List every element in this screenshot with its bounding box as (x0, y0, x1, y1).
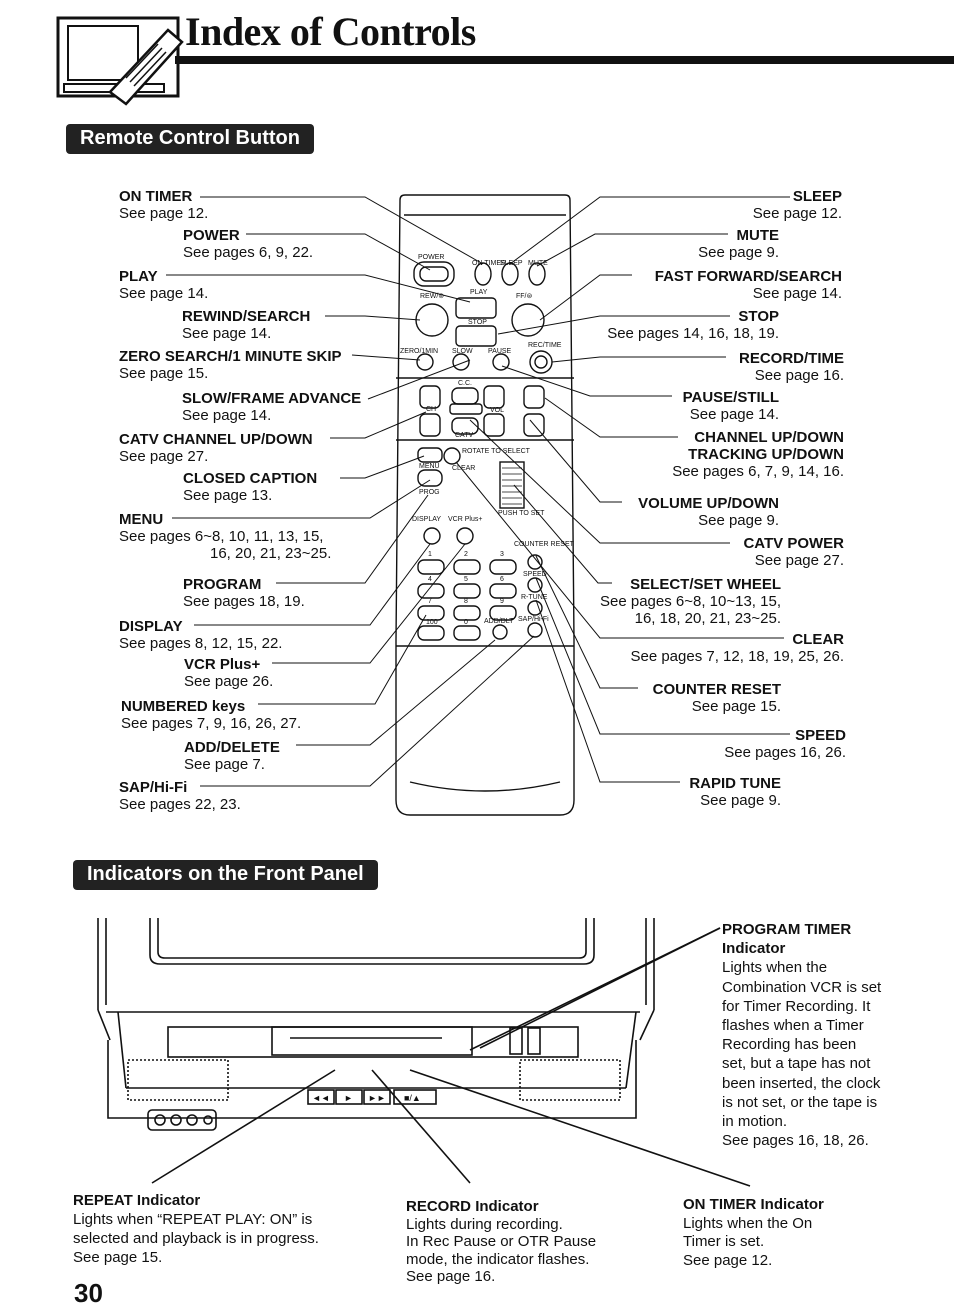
label-numbered-keys: NUMBERED keys See pages 7, 9, 16, 26, 27. (121, 698, 302, 732)
remote-label-menu: MENU (419, 463, 440, 470)
panel-btn-rew: ◄◄ (312, 1093, 330, 1103)
remote-label-speed: SPEED (523, 571, 547, 578)
section-header-front: Indicators on the Front Panel (73, 860, 378, 890)
remote-label-play: PLAY (470, 289, 488, 296)
label-catv-channel: CATV CHANNEL UP/DOWN See page 27. (119, 431, 313, 465)
panel-btn-play: ► (344, 1093, 353, 1103)
key-7: 7 (428, 598, 432, 605)
page-title: Index of Controls (185, 9, 476, 54)
remote-label-mute: MUTE (528, 260, 548, 267)
key-1: 1 (428, 551, 432, 558)
key-0: 0 (464, 619, 468, 626)
label-closed-caption: CLOSED CAPTION See page 13. (183, 470, 318, 504)
desc-record: RECORD Indicator Lights during recording. In Rec Pause or OTR Pause mode, the indicator flashes. See page 16. (406, 1198, 597, 1285)
label-sleep: SLEEP See page 12. (752, 188, 842, 222)
remote-label-rec: REC/TIME (528, 342, 562, 349)
label-vcr-plus: VCR Plus+ See page 26. (184, 656, 274, 690)
remote-label-adddlt: ADD/DLT (484, 618, 514, 625)
label-stop: STOP See pages 14, 16, 18, 19. (607, 308, 779, 342)
remote-label-rtune: R-TUNE (521, 594, 548, 601)
key-3: 3 (500, 551, 504, 558)
label-sap-hifi: SAP/Hi-Fi See pages 22, 23. (119, 779, 241, 813)
remote-label-rew: REW/⊜ (420, 293, 445, 300)
remote-label-vol: VOL (490, 407, 505, 414)
remote-label-catv: CATV (455, 432, 474, 439)
label-counter-reset: COUNTER RESET See page 15. (652, 681, 781, 715)
desc-program-timer: PROGRAM TIMER Indicator Lights when the Combination VCR is set for Timer Recording. It flashes when a Timer Recording has been set, but a tape has not been inserted, the clock is not set, or the tape is in motion. See pages 16, 18, 26. (722, 921, 882, 1150)
label-select-set: SELECT/SET WHEEL See pages 6~8, 10~13, 15, 16, 18, 20, 21, 23~25. (600, 576, 781, 627)
remote-label-counter: COUNTER RESET (514, 541, 574, 548)
label-display: DISPLAY See pages 8, 12, 15, 22. (119, 618, 283, 652)
label-rewind-search: REWIND/SEARCH See page 14. (182, 308, 311, 342)
key-2: 2 (464, 551, 468, 558)
remote-label-display: DISPLAY (412, 516, 442, 523)
remote-label-push: PUSH TO SET (498, 510, 545, 517)
remote-label-ch: CH (426, 406, 437, 413)
remote-label-slow: SLOW (452, 348, 473, 355)
label-menu: MENU See pages 6~8, 10, 11, 13, 15, 16, 20, 21, 23~25. (119, 511, 332, 562)
remote-label-zero: ZERO/1MIN (400, 348, 439, 355)
label-channel-tracking: CHANNEL UP/DOWN TRACKING UP/DOWN See pages 6, 7, 9, 14, 16. (672, 429, 844, 480)
label-speed: SPEED See pages 16, 26. (724, 727, 846, 761)
remote-label-stop: STOP (468, 319, 487, 326)
label-pause-still: PAUSE/STILL See page 14. (682, 389, 779, 423)
key-100: 100 (426, 619, 438, 626)
remote-label-power: POWER (418, 254, 445, 261)
key-5: 5 (464, 576, 468, 583)
label-rapid-tune: RAPID TUNE See page 9. (689, 775, 781, 809)
desc-on-timer: ON TIMER Indicator Lights when the On Timer is set. See page 12. (683, 1196, 824, 1269)
remote-label-on-timer: ON TIMER (472, 260, 507, 267)
key-9: 9 (500, 598, 504, 605)
remote-label-prog: PROG (419, 489, 440, 496)
remote-label-ff: FF/⊜ (516, 293, 533, 300)
remote-label-pause: PAUSE (488, 348, 512, 355)
key-6: 6 (500, 576, 504, 583)
label-catv-power: CATV POWER See page 27. (743, 535, 844, 569)
section-header-remote: Remote Control Button (66, 124, 314, 154)
label-clear: CLEAR See pages 7, 12, 18, 19, 25, 26. (630, 631, 844, 665)
key-8: 8 (464, 598, 468, 605)
remote-label-sap: SAP/Hi-Fi (518, 616, 549, 623)
remote-label-sleep: SLEEP (500, 260, 523, 267)
remote-label-clear: CLEAR (452, 465, 476, 472)
label-power: POWER See pages 6, 9, 22. (183, 227, 314, 261)
remote-label-vcrplus: VCR Plus+ (448, 516, 483, 523)
key-4: 4 (428, 576, 432, 583)
label-play: PLAY See page 14. (119, 268, 209, 302)
label-fast-forward: FAST FORWARD/SEARCH See page 14. (654, 268, 842, 302)
label-zero-search: ZERO SEARCH/1 MINUTE SKIP See page 15. (119, 348, 342, 382)
label-record-time: RECORD/TIME See page 16. (739, 350, 844, 384)
label-on-timer: ON TIMER See page 12. (119, 188, 209, 222)
panel-btn-ff: ►► (368, 1093, 386, 1103)
label-mute: MUTE See page 9. (698, 227, 779, 261)
label-program: PROGRAM See pages 18, 19. (183, 576, 305, 610)
page-number: 30 (74, 1278, 103, 1308)
label-add-delete: ADD/DELETE See page 7. (184, 739, 280, 773)
desc-repeat: REPEAT Indicator Lights when “REPEAT PLAY: ON” is selected and playback is in progress. See page 15. (73, 1192, 319, 1266)
label-slow-frame: SLOW/FRAME ADVANCE See page 14. (182, 390, 362, 424)
remote-label-cc: C.C. (458, 380, 472, 387)
panel-btn-stop-eject: ■/▲ (404, 1093, 421, 1103)
label-volume: VOLUME UP/DOWN See page 9. (638, 495, 779, 529)
remote-label-rotate: ROTATE TO SELECT (462, 448, 530, 455)
